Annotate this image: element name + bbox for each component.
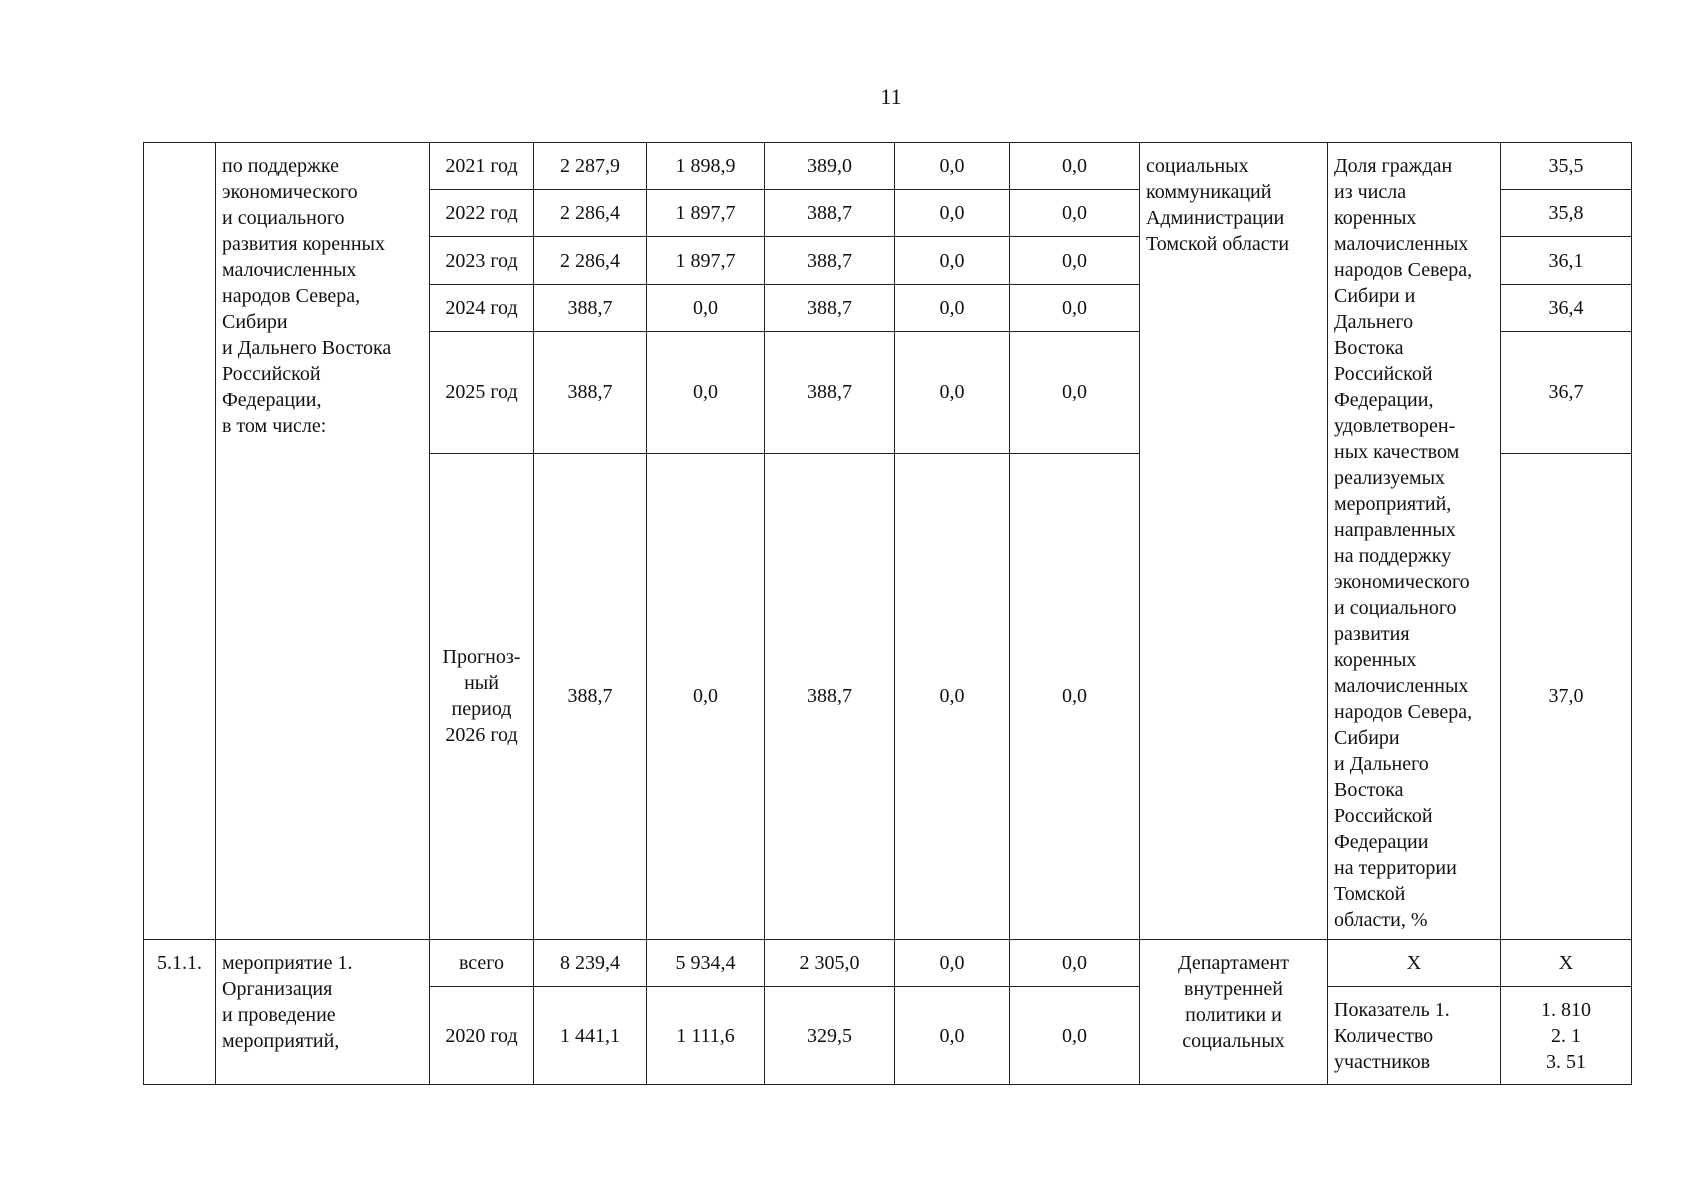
other-sources-cell: 0,0 — [1010, 453, 1140, 939]
federal-budget-cell: 1 898,9 — [647, 143, 765, 190]
local-budget-cell: 0,0 — [895, 284, 1010, 331]
regional-budget-cell: 388,7 — [765, 237, 895, 284]
year-cell: 2022 год — [430, 190, 534, 237]
local-budget-cell: 0,0 — [895, 143, 1010, 190]
indicator-value-cell: 1. 810 2. 1 3. 51 — [1501, 987, 1632, 1085]
total-cell: 388,7 — [534, 453, 647, 939]
local-budget-cell: 0,0 — [895, 940, 1010, 987]
responsible-executor: социальных коммуникаций Администрации Томской области — [1140, 143, 1328, 940]
indicator-value-cell: 37,0 — [1501, 453, 1632, 939]
federal-budget-cell: 0,0 — [647, 284, 765, 331]
year-cell: 2020 год — [430, 987, 534, 1085]
page-number: 11 — [880, 84, 902, 109]
federal-budget-cell: 5 934,4 — [647, 940, 765, 987]
year-cell: 2024 год — [430, 284, 534, 331]
table-row — [144, 940, 1632, 987]
local-budget-cell: 0,0 — [895, 237, 1010, 284]
total-cell: 1 441,1 — [534, 987, 647, 1085]
regional-budget-cell: 388,7 — [765, 190, 895, 237]
table-row — [144, 143, 1632, 190]
federal-budget-cell: 0,0 — [647, 331, 765, 453]
item-number-cell — [144, 143, 216, 940]
responsible-executor: Департамент внутренней политики и социальных — [1140, 940, 1328, 1085]
total-cell: 2 287,9 — [534, 143, 647, 190]
year-cell: 2025 год — [430, 331, 534, 453]
indicator-value-cell: 35,8 — [1501, 190, 1632, 237]
indicator-description: Показатель 1. Количество участников — [1328, 987, 1501, 1085]
regional-budget-cell: 329,5 — [765, 987, 895, 1085]
total-cell: 2 286,4 — [534, 190, 647, 237]
indicator-value-cell: 36,7 — [1501, 331, 1632, 453]
year-cell: 2021 год — [430, 143, 534, 190]
regional-budget-cell: 388,7 — [765, 331, 895, 453]
activity-description: мероприятие 1. Организация и проведение мероприятий, — [216, 940, 430, 1085]
item-number-cell: 5.1.1. — [144, 940, 216, 1085]
regional-budget-cell: 388,7 — [765, 453, 895, 939]
total-cell: 8 239,4 — [534, 940, 647, 987]
local-budget-cell: 0,0 — [895, 987, 1010, 1085]
total-cell: 388,7 — [534, 331, 647, 453]
indicator-value-cell: 36,4 — [1501, 284, 1632, 331]
indicator-value-cell: 35,5 — [1501, 143, 1632, 190]
indicator-value-cell: X — [1501, 940, 1632, 987]
year-cell: 2023 год — [430, 237, 534, 284]
activity-description: по поддержке экономического и социального развития коренных малочисленных народов Севера, Сибири и Дальнего Востока Российской Федерации, в том числе: — [216, 143, 430, 940]
program-table — [143, 142, 1632, 1085]
federal-budget-cell: 1 897,7 — [647, 237, 765, 284]
federal-budget-cell: 1 897,7 — [647, 190, 765, 237]
other-sources-cell: 0,0 — [1010, 284, 1140, 331]
year-cell: Прогноз- ный период 2026 год — [430, 453, 534, 939]
other-sources-cell: 0,0 — [1010, 987, 1140, 1085]
federal-budget-cell: 1 111,6 — [647, 987, 765, 1085]
other-sources-cell: 0,0 — [1010, 940, 1140, 987]
indicator-description: Доля граждан из числа коренных малочисленных народов Севера, Сибири и Дальнего Востока Российской Федерации, удовлетворен- ных качеством реализуемых мероприятий, направленных на поддержку экономического и социального развития коренных малочисленных народов Севера, Сибири и Дальнего Востока Российской Федерации на территории Томской области, % — [1328, 143, 1501, 940]
other-sources-cell: 0,0 — [1010, 237, 1140, 284]
other-sources-cell: 0,0 — [1010, 143, 1140, 190]
regional-budget-cell: 388,7 — [765, 284, 895, 331]
total-cell: 388,7 — [534, 284, 647, 331]
local-budget-cell: 0,0 — [895, 331, 1010, 453]
regional-budget-cell: 2 305,0 — [765, 940, 895, 987]
local-budget-cell: 0,0 — [895, 453, 1010, 939]
indicator-value-cell: 36,1 — [1501, 237, 1632, 284]
indicator-description: X — [1328, 940, 1501, 987]
federal-budget-cell: 0,0 — [647, 453, 765, 939]
year-cell: всего — [430, 940, 534, 987]
total-cell: 2 286,4 — [534, 237, 647, 284]
regional-budget-cell: 389,0 — [765, 143, 895, 190]
other-sources-cell: 0,0 — [1010, 190, 1140, 237]
other-sources-cell: 0,0 — [1010, 331, 1140, 453]
local-budget-cell: 0,0 — [895, 190, 1010, 237]
